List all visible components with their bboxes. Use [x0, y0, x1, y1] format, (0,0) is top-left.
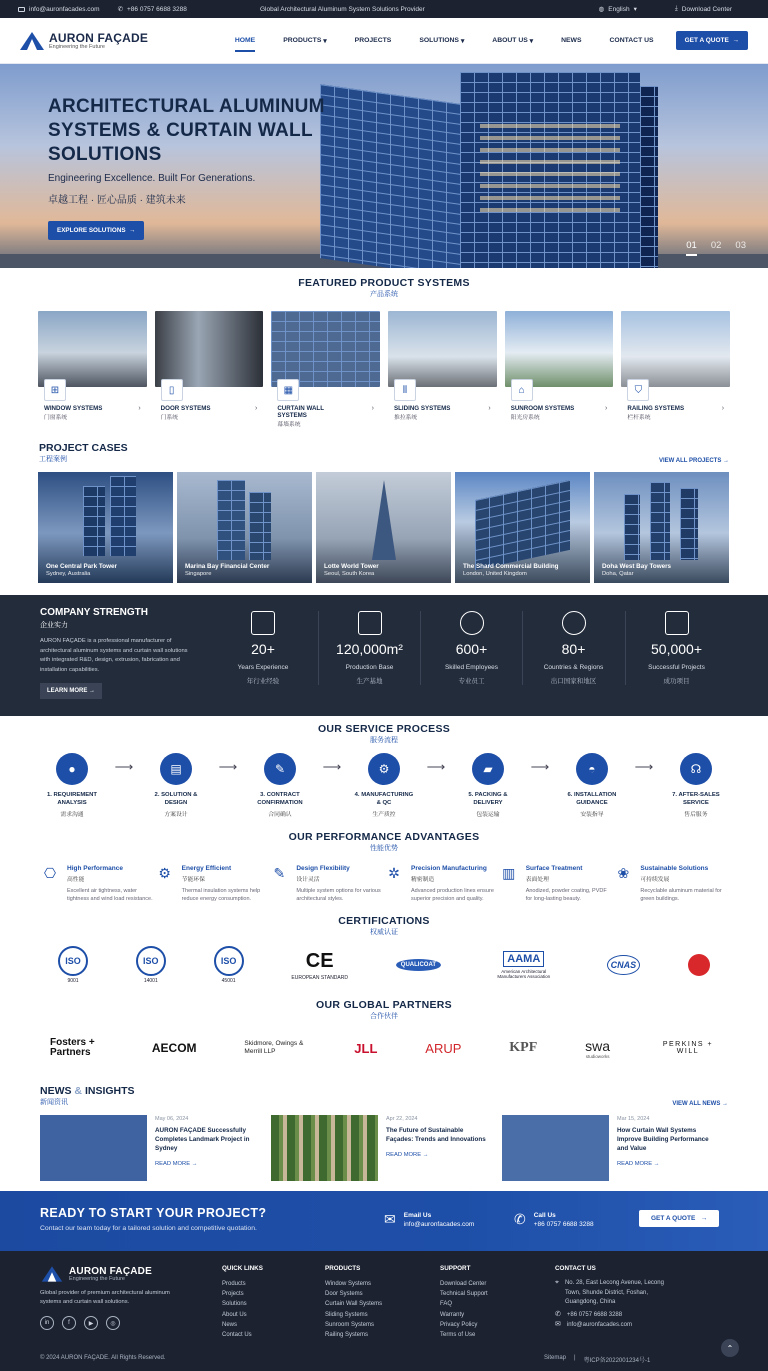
- footer-support: SUPPORT Download Center Technical Support FAQ Warranty Privacy Policy Terms of Use: [440, 1265, 488, 1340]
- partner-swa: swa studioworks: [585, 1037, 611, 1059]
- footer-link[interactable]: Contact Us: [222, 1332, 252, 1339]
- footer-link[interactable]: Sunroom Systems: [325, 1321, 375, 1328]
- chevron-right-icon: ›: [721, 405, 725, 412]
- footer-products: PRODUCTS Window Systems Door Systems Curtain Wall Systems Sliding Systems Sunroom Systems Railing Systems: [325, 1265, 382, 1340]
- site-footer: AURON FAÇADE Engineering the Future Global provider of premium architectural aluminum systems and curtain wall solutions. in f ▶ ◎ QUICK LINKS Products Projects Solutions About Us News Contact Us PRODUCTS Window Systems Door Systems Curtain Wall Systems Sliding Systems Sunroom Systems Railing Systems SUPPORT Download Center Technical Support FAQ Warranty Privacy Policy Terms of Use CONTACT US ⌖ No. 28, East Lecong Avenue, Lecong Town, Shunde District, Foshan, Guangdong, China ✆ +86 0757 6688 3288 ✉ info@auronfacades.com © 2024 AURON FAÇADE. All Rights Reserved. Sitemap | 粤ICP备2022001234号-1 ⌃: [0, 1251, 768, 1371]
- brand-name: AURON FAÇADE: [49, 31, 149, 45]
- mail-icon: [18, 7, 25, 12]
- footer-link[interactable]: About Us: [222, 1311, 247, 1318]
- cta-title: READY TO START YOUR PROJECT?: [40, 1206, 267, 1220]
- footer-link[interactable]: Products: [222, 1281, 246, 1287]
- partner-som: Skidmore, Owings & Merrill LLP: [244, 1040, 304, 1055]
- strength-title: COMPANY STRENGTH: [40, 607, 148, 618]
- hero-banner: [0, 64, 768, 268]
- nav-projects[interactable]: PROJECTS: [354, 37, 392, 44]
- cert-cnas: CNAS: [607, 955, 641, 975]
- phone-icon: ✆: [117, 6, 124, 13]
- document-icon: ▤: [160, 753, 192, 785]
- gear-icon: ⚙: [158, 865, 171, 881]
- nav-about[interactable]: ABOUT US ▾: [492, 37, 534, 45]
- read-more-link[interactable]: READ MORE →: [155, 1161, 198, 1167]
- building-icon: [251, 611, 275, 635]
- news-list: [0, 1115, 768, 1181]
- hero-subtitle-cn: 卓越工程 · 匠心品质 · 建筑未来: [48, 195, 186, 206]
- chevron-down-icon: ▾: [460, 37, 465, 45]
- helmet-icon: ◓: [576, 753, 608, 785]
- footer-logo[interactable]: AURON FAÇADE Engineering the Future: [40, 1265, 170, 1283]
- cta-text: Contact our team today for a tailored solution and competitive quotation.: [40, 1225, 257, 1232]
- brand-tagline: Engineering the Future: [49, 44, 105, 50]
- slide-indicator-3[interactable]: 03: [735, 240, 746, 251]
- read-more-link[interactable]: READ MORE →: [617, 1161, 660, 1167]
- chevron-right-icon: ›: [255, 405, 258, 412]
- nav-news[interactable]: NEWS: [561, 37, 582, 44]
- news-image: [502, 1115, 609, 1181]
- cert-qualicoat: QUALICOAT: [396, 959, 441, 971]
- chat-icon: ●: [56, 753, 88, 785]
- product-card-sliding[interactable]: ⫴ SLIDING SYSTEMS 推拉系统 ›: [388, 311, 497, 428]
- footer-link[interactable]: Solutions: [222, 1301, 247, 1308]
- process-step: ✎ 3. CONTRACT CONFIRMATION 合同确认: [248, 753, 312, 818]
- arrow-right-icon: ⟶: [634, 759, 654, 774]
- footer-link[interactable]: Privacy Policy: [440, 1321, 478, 1328]
- product-image: [38, 311, 147, 396]
- youtube-icon[interactable]: ▶: [84, 1316, 98, 1330]
- product-card-window[interactable]: ⊞ WINDOW SYSTEMS 门窗系统 ›: [38, 311, 147, 428]
- chevron-right-icon: ›: [605, 405, 608, 412]
- footer-link[interactable]: Door Systems: [325, 1291, 363, 1298]
- partner-aecom: AECOM: [151, 1041, 197, 1055]
- cases-section-title: PROJECT CASES: [39, 442, 128, 454]
- hero-title: ARCHITECTURAL ALUMINUM SYSTEMS & CURTAIN WALL SOLUTIONS: [48, 96, 325, 165]
- arrow-right-icon: ⟶: [322, 759, 342, 774]
- partner-kpf: KPF: [509, 1040, 538, 1055]
- arrow-right-icon: →: [722, 1101, 728, 1107]
- product-list: [0, 311, 768, 428]
- cases-section-title-cn: 工程案例: [39, 456, 67, 463]
- grid-icon: ▦: [277, 379, 299, 401]
- window-icon: ⊞: [44, 379, 66, 401]
- learn-more-button[interactable]: LEARN MORE →: [40, 683, 102, 699]
- truck-icon: ▰: [472, 753, 504, 785]
- view-all-news-link[interactable]: VIEW ALL NEWS →: [672, 1101, 728, 1107]
- arrow-right-icon: →: [700, 1215, 708, 1222]
- news-image: [40, 1115, 147, 1181]
- product-image: [621, 311, 730, 396]
- robot-arm-icon: ⚙: [368, 753, 400, 785]
- process-step: ▤ 2. SOLUTION & DESIGN 方案设计: [144, 753, 208, 818]
- tower-image: [249, 492, 271, 560]
- stat-countries: 80+ Countries & Regions 出口国家和地区: [522, 611, 624, 685]
- performance-icon: ⎔: [43, 865, 57, 881]
- footer-link[interactable]: FAQ: [440, 1301, 453, 1308]
- nav-menu: [221, 18, 748, 64]
- project-case-card[interactable]: The Shard Commercial Building London, United Kingdom: [455, 472, 590, 583]
- house-icon: ⌂: [511, 379, 533, 401]
- instagram-icon[interactable]: ◎: [106, 1316, 120, 1330]
- process-step: ● 1. REQUIREMENT ANALYSIS 需求沟通: [40, 753, 104, 818]
- logo-mark-icon: [20, 32, 44, 50]
- news-title-b: INSIGHTS: [84, 1085, 135, 1097]
- footer-link[interactable]: Curtain Wall Systems: [325, 1301, 383, 1308]
- news-title-a: NEWS: [40, 1085, 72, 1097]
- shield-icon: ⛉: [627, 379, 649, 401]
- advantages-section-title: OUR PERFORMANCE ADVANTAGES: [288, 831, 480, 843]
- news-card[interactable]: Mar 15, 2024 How Curtain Wall Systems Improve Building Performance and Value READ MORE →: [502, 1115, 717, 1181]
- product-card-sunroom[interactable]: ⌂ SUNROOM SYSTEMS 阳光房系统 ›: [505, 311, 614, 428]
- company-strength-section: [0, 595, 768, 716]
- footer-contact: CONTACT US ⌖ No. 28, East Lecong Avenue, Lecong Town, Shunde District, Foshan, Guangdong, China ✆ +86 0757 6688 3288 ✉ info@auronfacades.com: [555, 1265, 665, 1330]
- product-card-railing[interactable]: ⛉ RAILING SYSTEMS 栏杆系统 ›: [621, 311, 730, 428]
- tower-image: [680, 488, 698, 560]
- advantage-list: [0, 865, 768, 903]
- stat-projects: 50,000+ Successful Projects 成功项目: [625, 611, 727, 685]
- footer-link[interactable]: Projects: [222, 1291, 244, 1298]
- mail-icon: ✉: [555, 1320, 561, 1328]
- partner-jll: JLL: [354, 1040, 378, 1056]
- download-icon: ⤓: [674, 5, 678, 12]
- stat-production: 120,000m² Production Base 生产基地: [318, 611, 420, 685]
- process-section-title-cn: 服务流程: [370, 737, 398, 744]
- footer-link[interactable]: News: [222, 1321, 238, 1328]
- partner-fosters: Fosters + Partners: [50, 1037, 95, 1058]
- process-step: ◓ 6. INSTALLATION GUIDANCE 安装指导: [560, 753, 624, 818]
- chevron-down-icon: ▾: [323, 37, 327, 45]
- footer-about: Global provider of premium architectural aluminum systems and curtain wall solutions.: [40, 1290, 170, 1305]
- cert-cqc: [688, 954, 710, 976]
- project-case-list: [0, 472, 768, 583]
- nav-products[interactable]: PRODUCTS ▾: [283, 37, 327, 45]
- facebook-icon[interactable]: f: [62, 1316, 76, 1330]
- certifications-section-title: CERTIFICATIONS: [338, 915, 430, 927]
- footer-link[interactable]: Sliding Systems: [325, 1311, 368, 1318]
- linkedin-icon[interactable]: in: [40, 1316, 54, 1330]
- project-case-card[interactable]: Doha West Bay Towers Doha, Qatar: [594, 472, 729, 583]
- language-selector[interactable]: ◍ English ▾: [598, 5, 637, 13]
- nav-home[interactable]: HOME: [221, 18, 269, 64]
- cta-banner: [0, 1191, 768, 1251]
- icp-number: 粤ICP备2022001234号-1: [583, 1358, 651, 1364]
- stat-years: 20+ Years Experience 年行业经验: [212, 611, 314, 685]
- chevron-right-icon: ›: [138, 405, 141, 412]
- arrow-right-icon: →: [723, 458, 729, 464]
- process-step: ☊ 7. AFTER-SALES SERVICE 售后服务: [664, 753, 728, 818]
- precision-icon: ✲: [388, 865, 400, 881]
- nav-solutions[interactable]: SOLUTIONS ▾: [419, 37, 465, 45]
- sliding-icon: ⫴: [394, 379, 416, 401]
- certification-list: [0, 945, 768, 985]
- slide-indicator-1[interactable]: 01: [686, 240, 697, 256]
- arrow-right-icon: →: [89, 688, 96, 694]
- process-step: ▰ 5. PACKING & DELIVERY 包装运输: [456, 753, 520, 818]
- chevron-down-icon: ▾: [529, 37, 534, 45]
- tower-image: [624, 494, 640, 560]
- copyright: © 2024 AURON FAÇADE. All Rights Reserved.: [40, 1355, 166, 1361]
- arrow-right-icon: →: [732, 37, 739, 44]
- slide-indicators: [686, 240, 746, 256]
- stat-employees: 600+ Skilled Employees 专业员工: [420, 611, 522, 685]
- service-process-steps: [0, 753, 768, 818]
- cta-quote-button[interactable]: GET A QUOTE →: [639, 1210, 719, 1227]
- product-card-door[interactable]: ▯ DOOR SYSTEMS 门系统 ›: [155, 311, 264, 428]
- leaf-icon: ❀: [617, 865, 630, 881]
- process-section-title: OUR SERVICE PROCESS: [317, 723, 451, 735]
- product-image: [505, 311, 614, 396]
- advantages-section-title-cn: 性能优势: [370, 845, 398, 852]
- footer-link[interactable]: Railing Systems: [325, 1332, 369, 1339]
- explore-solutions-button[interactable]: EXPLORE SOLUTIONS →: [48, 221, 144, 240]
- advantage-item: ✎ Design Flexibility 设计灵活 Multiple system options for various architectural styles.: [269, 865, 384, 903]
- project-case-card[interactable]: One Central Park Tower Sydney, Australia: [38, 472, 173, 583]
- tower-image: [217, 480, 245, 560]
- project-case-card[interactable]: Lotte World Tower Seoul, South Korea: [316, 472, 451, 583]
- topbar-phone[interactable]: ✆ +86 0757 6688 3288: [117, 5, 187, 13]
- cta-phone[interactable]: ✆ Call Us +86 0757 6688 3288: [514, 1211, 594, 1228]
- products-section-title: FEATURED PRODUCT SYSTEMS: [298, 277, 470, 289]
- main-navigation: [0, 18, 768, 64]
- tower-image: [650, 482, 670, 560]
- partner-perkins-will: PERKINS + WILL: [662, 1041, 714, 1055]
- partners-section-title: OUR GLOBAL PARTNERS: [316, 999, 452, 1011]
- mail-icon: ✉: [384, 1211, 396, 1227]
- top-bar: [0, 0, 768, 18]
- factory-icon: [358, 611, 382, 635]
- social-links: [40, 1316, 170, 1330]
- product-image: [388, 311, 497, 396]
- hero-subtitle: Engineering Excellence. Built For Generations.: [48, 173, 256, 184]
- news-card[interactable]: Apr 22, 2024 The Future of Sustainable Façades: Trends and Innovations READ MORE →: [271, 1115, 486, 1181]
- surface-icon: ▥: [502, 865, 516, 881]
- phone-icon: ✆: [555, 1310, 561, 1318]
- footer-link[interactable]: Terms of Use: [440, 1332, 476, 1339]
- nav-contact[interactable]: CONTACT US: [609, 37, 654, 44]
- bar-chart-icon: [665, 611, 689, 635]
- advantage-item: ✲ Precision Manufacturing 精密制造 Advanced production lines ensure superior precision and quality.: [384, 865, 499, 903]
- footer-link[interactable]: Download Center: [440, 1281, 487, 1287]
- headset-icon: ☊: [680, 753, 712, 785]
- process-step: ⚙ 4. MANUFACTURING & QC 生产质控: [352, 753, 416, 818]
- cta-email[interactable]: ✉ Email Us info@auronfacades.com: [384, 1211, 475, 1228]
- door-icon: ▯: [161, 379, 183, 401]
- slide-indicator-2[interactable]: 02: [710, 240, 722, 251]
- products-section-title-cn: 产品系统: [370, 291, 398, 298]
- cert-aama: AAMA American Architectural Manufacturers Association: [497, 953, 551, 979]
- chevron-right-icon: ›: [488, 405, 491, 412]
- globe-icon: [562, 611, 586, 635]
- certifications-section-title-cn: 权威认证: [370, 929, 398, 936]
- topbar-tagline: Global Architectural Aluminum System Solutions Provider: [260, 5, 425, 13]
- read-more-link[interactable]: READ MORE →: [386, 1152, 429, 1158]
- view-all-projects-link[interactable]: VIEW ALL PROJECTS →: [658, 458, 729, 464]
- logo-mark-icon: [42, 1266, 62, 1281]
- arrow-right-icon: ⟶: [218, 759, 238, 774]
- partner-logo-list: [0, 1033, 768, 1063]
- arrow-right-icon: ⟶: [530, 759, 550, 774]
- footer-link[interactable]: Window Systems: [325, 1281, 372, 1287]
- back-to-top-icon[interactable]: ⌃: [721, 1339, 739, 1357]
- footer-link[interactable]: Warranty: [440, 1311, 465, 1318]
- cert-iso-14001: ISO 14001: [136, 946, 166, 984]
- product-image: [271, 311, 380, 396]
- strength-description: AURON FAÇADE is a professional manufacturer of architectural aluminum systems and curtain wall solutions with integrated R&D, design, extrusion, fabrication and installation capabilities.: [40, 638, 188, 673]
- advantage-item: ⎔ High Performance 高性能 Excellent air tightness, water tightness and wind load resistance.: [40, 865, 155, 903]
- advantage-item: ▥ Surface Treatment 表面处理 Anodized, powder coating, PVDF for long-lasting beauty.: [499, 865, 614, 903]
- tower-image: [475, 480, 570, 570]
- contract-icon: ✎: [264, 753, 296, 785]
- pencil-icon: ✎: [273, 865, 286, 881]
- arrow-right-icon: ⟶: [114, 759, 134, 774]
- chevron-down-icon: ▾: [633, 6, 637, 13]
- footer-link[interactable]: Technical Support: [440, 1291, 488, 1298]
- people-icon: [460, 611, 484, 635]
- arrow-right-icon: ⟶: [426, 759, 446, 774]
- advantage-item: ⚙ Energy Efficient 节能环保 Thermal insulation systems help reduce energy consumption.: [155, 865, 270, 903]
- tower-image: [372, 480, 396, 560]
- get-quote-button[interactable]: GET A QUOTE →: [676, 31, 748, 50]
- globe-icon: ◍: [598, 6, 605, 13]
- cert-iso-9001: ISO 9001: [58, 946, 88, 984]
- product-card-curtain-wall[interactable]: ▦ CURTAIN WALL SYSTEMS 幕墙系统 ›: [271, 311, 380, 428]
- advantage-item: ❀ Sustainable Solutions 可持续发展 Recyclable aluminum material for green buildings.: [613, 865, 728, 903]
- hero-building-image: [640, 86, 658, 268]
- news-image: [271, 1115, 378, 1181]
- product-image: [155, 311, 264, 396]
- download-center-link[interactable]: ⤓ Download Center: [674, 5, 732, 13]
- tower-image: [110, 476, 136, 556]
- hero-building-lights: [480, 124, 620, 214]
- sitemap-link[interactable]: Sitemap: [544, 1355, 567, 1361]
- cert-iso-45001: ISO 45001: [214, 946, 244, 984]
- news-section-title-cn: 新闻资讯: [40, 1099, 68, 1106]
- arrow-right-icon: →: [129, 227, 136, 234]
- phone-icon: ✆: [514, 1211, 526, 1227]
- news-card[interactable]: May 06, 2024 AURON FAÇADE Successfully Completes Landmark Project in Sydney READ MORE →: [40, 1115, 255, 1181]
- cqc-logo: [688, 954, 710, 976]
- project-case-card[interactable]: Marina Bay Financial Center Singapore: [177, 472, 312, 583]
- footer-quick-links: QUICK LINKS Products Projects Solutions About Us News Contact Us: [222, 1265, 263, 1340]
- tower-image: [83, 486, 105, 556]
- topbar-email[interactable]: info@auronfacades.com: [18, 6, 100, 13]
- location-pin-icon: ⌖: [555, 1279, 559, 1286]
- chevron-right-icon: ›: [371, 405, 375, 412]
- cert-ce: CE EUROPEAN STANDARD: [291, 949, 348, 981]
- partners-section-title-cn: 合作伙伴: [370, 1013, 398, 1020]
- partner-arup: ARUP: [425, 1040, 462, 1056]
- strength-title-cn: 企业实力: [40, 622, 68, 629]
- brand-logo[interactable]: [20, 31, 148, 50]
